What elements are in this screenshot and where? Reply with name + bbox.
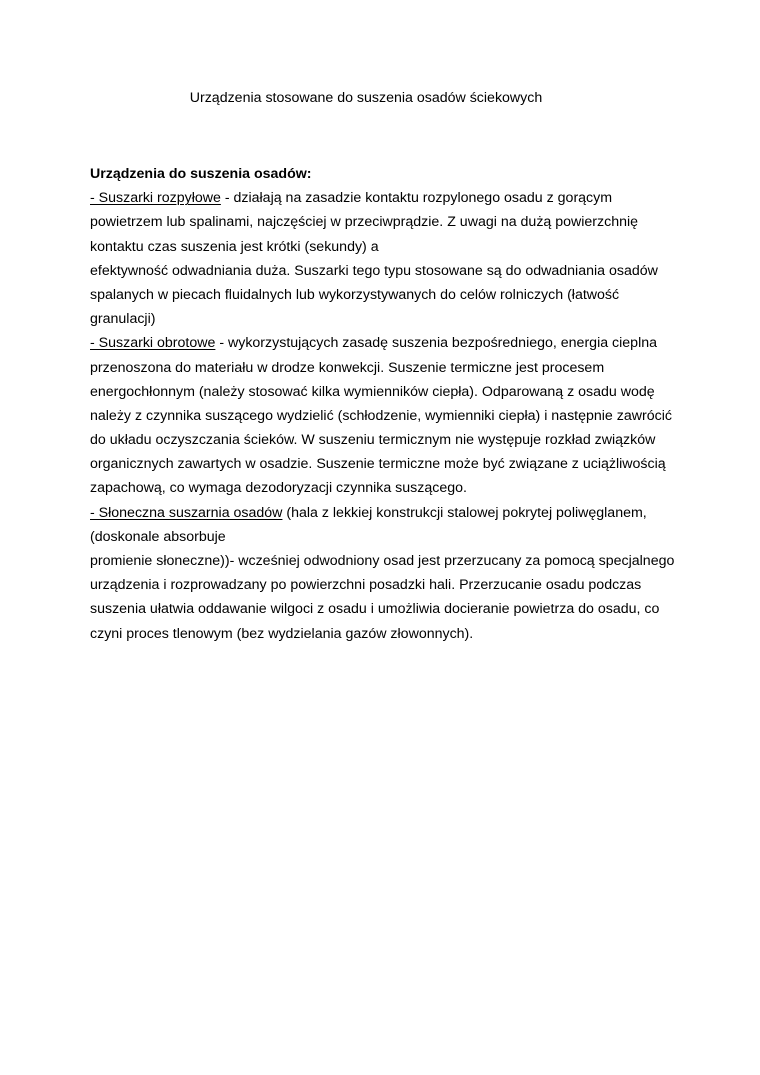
line-text: (hala z lekkiej konstrukcji stalowej pokrytej poliwęglanem,	[282, 504, 647, 521]
text-line	[90, 307, 680, 331]
text-line	[90, 573, 680, 597]
text-line	[90, 235, 680, 259]
line-text: spalanych w piecach fluidalnych lub wykorzystywanych do celów rolniczych (łatwość	[90, 286, 620, 303]
text-line	[90, 380, 680, 404]
text-line	[90, 428, 680, 452]
line-text: powietrzem lub spalinami, najczęściej w przeciwprądzie. Z uwagi na dużą powierzchnię	[90, 214, 639, 231]
document-title: Urządzenia stosowane do suszenia osadów ściekowych	[189, 90, 543, 106]
line-text: efektywność odwadniania duża. Suszarki tego typu stosowane są do odwadniania osadów	[90, 262, 658, 279]
line-text: (doskonale absorbuje	[90, 528, 226, 545]
text-line	[90, 331, 680, 355]
line-text: czyni proces tlenowym (bez wydzielania gazów złowonnych).	[90, 625, 474, 642]
line-text: organicznych zawartych w osadzie. Suszenie termiczne może być związane z uciążliwością	[90, 456, 666, 473]
underlined-term: - Suszarki rozpyłowe	[90, 190, 221, 207]
text-line	[90, 283, 680, 307]
text-line	[90, 597, 680, 621]
line-text: przenoszona do materiału w drodze konwekcji. Suszenie termiczne jest procesem	[90, 359, 605, 376]
line-text: zapachową, co wymaga dezodoryzacji czynnika suszącego.	[90, 480, 467, 497]
underlined-term: - Suszarki obrotowe	[90, 335, 216, 352]
text-line	[90, 476, 680, 500]
text-line	[90, 501, 680, 525]
section-heading: Urządzenia do suszenia osadów:	[90, 166, 312, 182]
text-line	[90, 525, 680, 549]
underlined-term: - Słoneczna suszarnia osadów	[90, 504, 283, 521]
line-text: - działają na zasadzie kontaktu rozpylonego osadu z gorącym	[220, 190, 613, 207]
text-line	[90, 622, 680, 646]
text-line	[90, 549, 680, 573]
document-body	[90, 162, 680, 646]
text-line	[90, 452, 680, 476]
text-line	[90, 186, 680, 210]
text-line	[90, 404, 680, 428]
line-text: do układu oczyszczania ścieków. W suszeniu termicznym nie występuje rozkład związków	[90, 432, 656, 449]
line-text: - wykorzystujących zasadę suszenia bezpośredniego, energia cieplna	[215, 335, 658, 352]
line-text: należy z czynnika suszącego wydzielić (schłodzenie, wymienniki ciepła) i następnie zawrócić	[90, 407, 672, 424]
line-text: energochłonnym (należy stosować kilka wymienników ciepła). Odparowaną z osadu wodę	[90, 383, 655, 400]
line-text: promienie słoneczne))- wcześniej odwodniony osad jest przerzucany za pomocą specjalnego	[90, 553, 675, 569]
body-lines	[90, 186, 680, 646]
line-text: granulacji)	[90, 311, 156, 328]
line-text: urządzenia i rozprowadzany po powierzchni posadzki hali. Przerzucanie osadu podczas	[90, 577, 642, 594]
line-text: kontaktu czas suszenia jest krótki (sekundy) a	[90, 238, 379, 255]
line-text: suszenia ułatwia oddawanie wilgoci z osadu i umożliwia docieranie powietrza do osadu, co	[90, 601, 660, 618]
text-line	[90, 356, 680, 380]
text-line	[90, 259, 680, 283]
text-line	[90, 210, 680, 234]
